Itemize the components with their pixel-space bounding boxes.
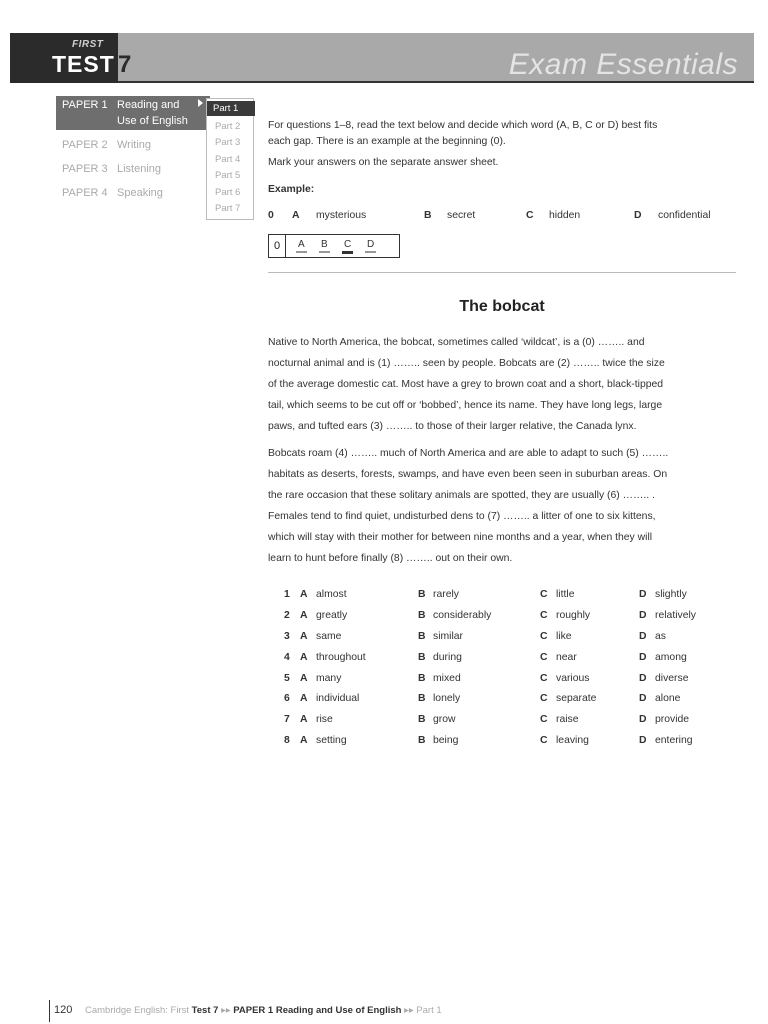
option-d-word: relatively (655, 610, 696, 621)
question-number: 5 (284, 673, 290, 684)
double-chevron-icon: ▸▸ (404, 1005, 414, 1016)
divider (268, 272, 736, 273)
book-title: Cambridge English: First (85, 1005, 190, 1016)
test-number: 7 (118, 51, 132, 78)
footer-paper: PAPER 1 (233, 1005, 274, 1016)
first-label: FIRST (72, 39, 104, 50)
option-d-word: as (655, 631, 666, 642)
option-b-word: during (433, 652, 462, 663)
passage-line: of the average domestic cat. Most have a grey to brown coat and a short, black-tipped (268, 379, 664, 390)
option-letter-a: A (300, 673, 308, 684)
option-c-word: like (556, 631, 572, 642)
answer-option-d: D (365, 239, 376, 253)
part-4-tab[interactable]: Part 4 (215, 154, 241, 165)
option-letter-d: D (639, 610, 647, 621)
option-letter-a: A (300, 735, 308, 746)
page-number: 120 (54, 1004, 73, 1016)
question-number: 8 (284, 735, 290, 746)
option-letter-c: C (540, 610, 548, 621)
passage-paragraph-2 (268, 443, 738, 569)
nav-paper4[interactable] (62, 187, 163, 199)
example-letter-c: C (526, 210, 534, 221)
passage-line: nocturnal animal and is (1) …….. seen by people. Bobcats are (2) …….. twice the size (268, 358, 665, 369)
part-2-tab[interactable]: Part 2 (215, 121, 241, 132)
option-a-word: setting (316, 735, 347, 746)
answer-sheet-example (268, 234, 400, 258)
part-6-tab[interactable]: Part 6 (215, 187, 241, 198)
part-5-tab[interactable]: Part 5 (215, 170, 241, 181)
nav-paper1-label-line2: Use of English (117, 115, 188, 127)
option-letter-b: B (418, 589, 426, 600)
option-a-word: throughout (316, 652, 366, 663)
option-letter-b: B (418, 735, 426, 746)
nav-paper3[interactable] (62, 163, 162, 175)
passage-line: which will stay with their mother for between nine months and a year, when they will (268, 532, 653, 543)
option-letter-b: B (418, 631, 426, 642)
option-letter-d: D (639, 589, 647, 600)
option-a-word: many (316, 673, 342, 684)
exam-essentials-banner: Exam Essentials (508, 48, 738, 81)
footer-section: Reading and Use of English (275, 1005, 402, 1016)
option-c-word: leaving (556, 735, 589, 746)
nav-paper4-name: PAPER 4 (62, 187, 108, 199)
question-number: 7 (284, 714, 290, 725)
option-b-word: mixed (433, 673, 461, 684)
question-number: 2 (284, 610, 290, 621)
passage-line: Bobcats roam (4) …….. much of North America and are able to adapt to such (5) …….. (268, 448, 669, 459)
passage-line: paws, and tufted ears (3) …….. to those of their larger relative, the Canada lynx. (268, 421, 637, 432)
question-number: 4 (284, 652, 290, 663)
option-letter-c: C (540, 693, 548, 704)
nav-paper1-name: PAPER 1 (62, 99, 108, 111)
option-b-word: lonely (433, 693, 461, 704)
option-letter-d: D (639, 714, 647, 725)
option-b-word: grow (433, 714, 456, 725)
option-d-word: entering (655, 735, 693, 746)
nav-paper1-label-line1: Reading and (117, 99, 180, 111)
option-a-word: rise (316, 714, 333, 725)
option-letter-c: C (540, 673, 548, 684)
option-letter-a: A (300, 610, 308, 621)
option-letter-d: D (639, 631, 647, 642)
instruction-line: each gap. There is an example at the beginning (0). (268, 136, 506, 147)
option-letter-b: B (418, 693, 426, 704)
option-b-word: being (433, 735, 459, 746)
example-word-d: confidential (658, 210, 711, 221)
option-c-word: near (556, 652, 577, 663)
option-letter-c: C (540, 714, 548, 725)
footer-part: Part 1 (416, 1005, 442, 1016)
nav-paper2-label: Writing (117, 139, 152, 151)
passage-line: habitats as deserts, forests, swamps, and have even been seen in suburban areas. On (268, 469, 668, 480)
option-c-word: little (556, 589, 575, 600)
passage-line: learn to hunt before finally (8) …….. out on their own. (268, 553, 513, 564)
option-c-word: roughly (556, 610, 591, 621)
passage-line: Native to North America, the bobcat, sometimes called ‘wildcat’, is a (0) …….. and (268, 337, 645, 348)
option-letter-a: A (300, 652, 308, 663)
part-3-tab[interactable]: Part 3 (215, 137, 241, 148)
option-d-word: alone (655, 693, 681, 704)
answer-box-num: 0 (269, 235, 286, 257)
instruction-line: For questions 1–8, read the text below and decide which word (A, B, C or D) best fits (268, 120, 658, 131)
passage-paragraph-1 (268, 332, 738, 437)
option-letter-b: B (418, 652, 426, 663)
option-b-word: rarely (433, 589, 459, 600)
option-letter-d: D (639, 652, 647, 663)
nav-paper3-label: Listening (117, 163, 162, 175)
option-letter-a: A (300, 693, 308, 704)
example-word-a: mysterious (316, 210, 367, 221)
example-word-b: secret (447, 210, 476, 221)
option-c-word: various (556, 673, 590, 684)
passage-title: The bobcat (459, 298, 545, 315)
example-word-c: hidden (549, 210, 581, 221)
question-number: 3 (284, 631, 290, 642)
part-7-tab[interactable]: Part 7 (215, 203, 241, 214)
arrow-right-icon (198, 99, 203, 107)
option-letter-a: A (300, 589, 308, 600)
option-b-word: considerably (433, 610, 492, 621)
option-letter-d: D (639, 735, 647, 746)
option-a-word: almost (316, 589, 347, 600)
example-letter-d: D (634, 210, 642, 221)
parts-menu (206, 98, 254, 220)
option-a-word: same (316, 631, 342, 642)
test-badge (10, 33, 118, 83)
instruction-mark: Mark your answers on the separate answer sheet. (268, 157, 499, 168)
passage-line: Females tend to find quiet, undisturbed dens to (7) …….. a litter of one to six kittens, (268, 511, 656, 522)
nav-paper2[interactable] (62, 139, 152, 151)
option-letter-c: C (540, 589, 548, 600)
nav-paper1[interactable] (56, 96, 210, 130)
question-number: 6 (284, 693, 290, 704)
option-letter-a: A (300, 631, 308, 642)
passage-line: the rare occasion that these solitary animals are spotted, they are usually (6) …….. . (268, 490, 655, 501)
option-letter-b: B (418, 673, 426, 684)
answer-option-c-selected: C (342, 239, 353, 254)
option-d-word: provide (655, 714, 690, 725)
option-d-word: among (655, 652, 687, 663)
instructions (268, 118, 657, 150)
answer-option-b: B (319, 239, 330, 253)
option-letter-b: B (418, 610, 426, 621)
option-d-word: slightly (655, 589, 687, 600)
option-letter-c: C (540, 652, 548, 663)
nav-paper4-label: Speaking (117, 187, 163, 199)
option-letter-a: A (300, 714, 308, 725)
part-1-tab[interactable]: Part 1 (207, 101, 255, 116)
nav-paper2-name: PAPER 2 (62, 139, 108, 151)
footer (54, 1004, 442, 1016)
option-letter-b: B (418, 714, 426, 725)
option-letter-d: D (639, 693, 647, 704)
passage-line: tail, which seems to be cut off or ‘bobbed’, hence its name. They have long legs, large (268, 400, 663, 411)
footer-divider (49, 1000, 50, 1022)
option-c-word: separate (556, 693, 597, 704)
option-d-word: diverse (655, 673, 689, 684)
option-letter-c: C (540, 735, 548, 746)
footer-test: Test 7 (191, 1005, 219, 1016)
option-a-word: greatly (316, 610, 348, 621)
example-label: Example: (268, 184, 315, 195)
example-num: 0 (268, 210, 274, 221)
example-letter-a: A (292, 210, 300, 221)
option-letter-c: C (540, 631, 548, 642)
nav-paper3-name: PAPER 3 (62, 163, 108, 175)
option-b-word: similar (433, 631, 464, 642)
answer-option-a: A (296, 239, 307, 253)
double-chevron-icon: ▸▸ (221, 1005, 231, 1016)
question-number: 1 (284, 589, 290, 600)
option-c-word: raise (556, 714, 579, 725)
option-a-word: individual (316, 693, 360, 704)
example-letter-b: B (424, 210, 432, 221)
option-letter-d: D (639, 673, 647, 684)
test-label: TEST (52, 51, 115, 77)
